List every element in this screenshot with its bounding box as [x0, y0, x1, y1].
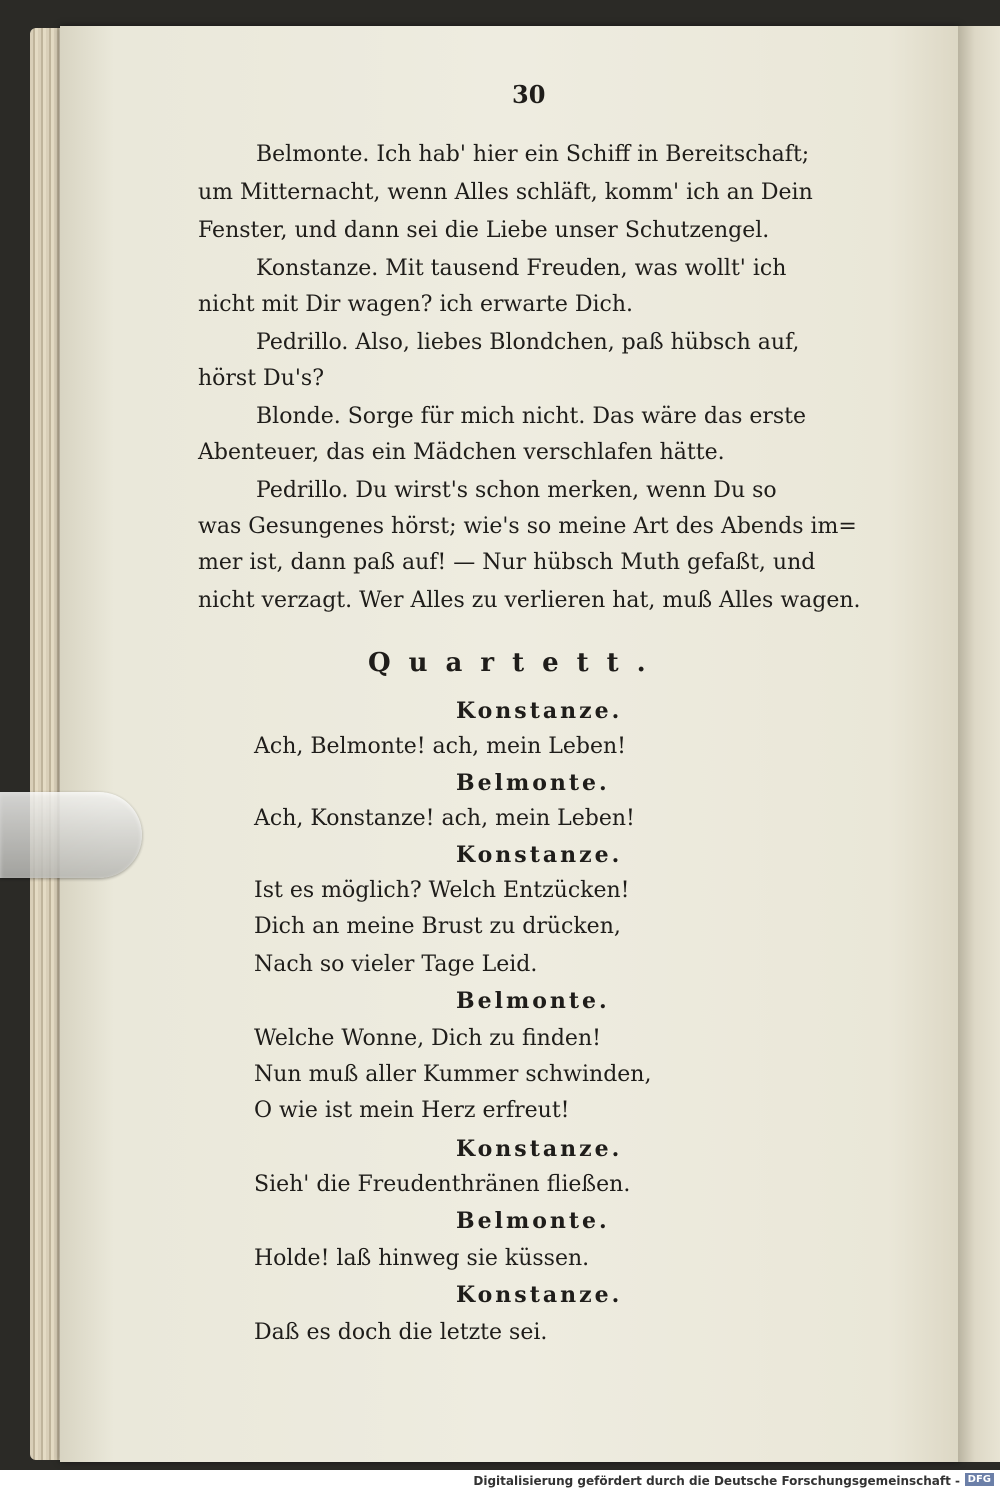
verse-line: Holde! laß hinweg sie küssen. [254, 1246, 590, 1271]
page-number: 30 [512, 80, 546, 109]
footer-bar [0, 1470, 1000, 1493]
prose-line: Abenteuer, das ein Mädchen verschlafen hätte. [198, 440, 725, 465]
facing-page-edge [958, 26, 1000, 1462]
verse-line: Nun muß aller Kummer schwinden, [254, 1062, 652, 1087]
section-heading: Quartett. [368, 648, 664, 678]
prose-line: Fenster, und dann sei die Liebe unser Schutzengel. [198, 218, 770, 243]
speaker-name: Konstanze. [456, 1136, 623, 1162]
prose-line: nicht verzagt. Wer Alles zu verlieren hat, muß Alles wagen. [198, 588, 861, 613]
speaker-name: Konstanze. [456, 1282, 623, 1308]
prose-line: Pedrillo. Du wirst's schon merken, wenn Du so [256, 478, 777, 503]
prose-line: nicht mit Dir wagen? ich erwarte Dich. [198, 292, 633, 317]
verse-line: Sieh' die Freudenthränen fließen. [254, 1172, 631, 1197]
prose-line: Belmonte. Ich hab' hier ein Schiff in Bereitschaft; [256, 142, 810, 167]
prose-line: Pedrillo. Also, liebes Blondchen, paß hübsch auf, [256, 330, 800, 355]
speaker-name: Belmonte. [456, 1208, 610, 1234]
prose-line: Blonde. Sorge für mich nicht. Das wäre das erste [256, 404, 807, 429]
verse-line: Welche Wonne, Dich zu finden! [254, 1026, 601, 1051]
verse-line: Daß es doch die letzte sei. [254, 1320, 548, 1345]
prose-line: hörst Du's? [198, 366, 324, 391]
prose-line: um Mitternacht, wenn Alles schläft, komm' ich an Dein [198, 180, 813, 205]
dfg-logo: DFG [965, 1473, 994, 1486]
verse-line: Ach, Konstanze! ach, mein Leben! [254, 806, 635, 831]
footer-credit: Digitalisierung gefördert durch die Deutsche Forschungsgemeinschaft - [473, 1474, 960, 1488]
prose-line: mer ist, dann paß auf! — Nur hübsch Muth gefaßt, und [198, 550, 816, 575]
prose-line: Konstanze. Mit tausend Freuden, was wollt' ich [256, 256, 787, 281]
verse-line: Ach, Belmonte! ach, mein Leben! [254, 734, 626, 759]
prose-line: was Gesungenes hörst; wie's so meine Art des Abends im= [198, 514, 857, 539]
speaker-name: Konstanze. [456, 842, 623, 868]
speaker-name: Belmonte. [456, 770, 610, 796]
verse-line: Ist es möglich? Welch Entzücken! [254, 878, 630, 903]
verse-line: O wie ist mein Herz erfreut! [254, 1098, 570, 1123]
speaker-name: Belmonte. [456, 988, 610, 1014]
speaker-name: Konstanze. [456, 698, 623, 724]
verse-line: Nach so vieler Tage Leid. [254, 952, 538, 977]
verse-line: Dich an meine Brust zu drücken, [254, 914, 621, 939]
page-clip [0, 792, 142, 878]
